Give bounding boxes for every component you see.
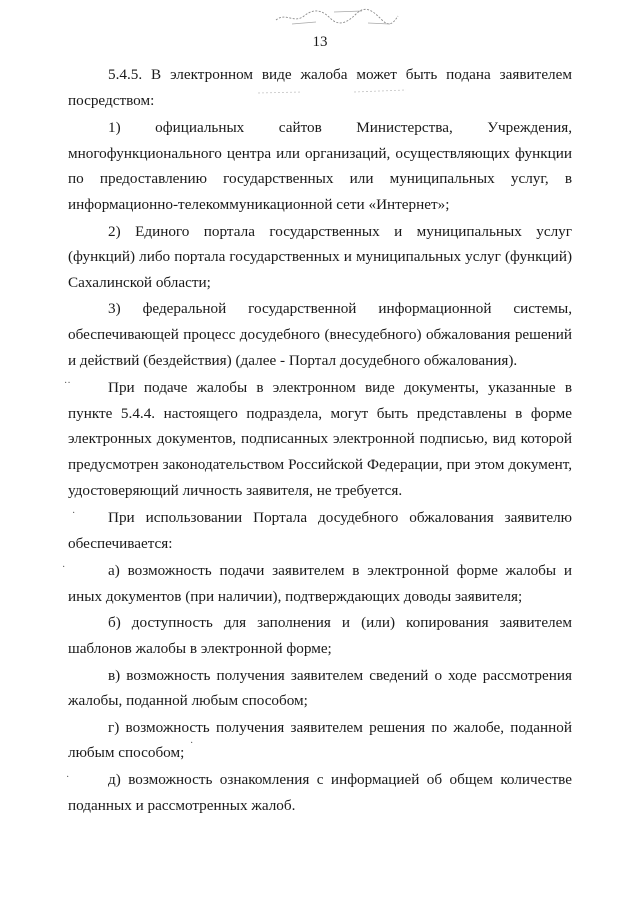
paragraph-portal-usage: При использовании Портала досудебного обжалования заявителю обеспечивается:: [68, 509, 572, 552]
list-item-2: 2) Единого портала государственных и муниципальных услуг (функций) либо портала государственных и муниципальных услуг (функций) Сахалинской области;: [68, 222, 572, 291]
scan-stamp-mark: [272, 6, 402, 28]
page-number: 13: [312, 34, 328, 50]
margin-speck: ··: [64, 378, 71, 389]
list-item-a: а) возможность подачи заявителем в электронной форме жалобы и иных документов (при наличии), подтверждающих доводы заявителя;: [68, 562, 572, 605]
margin-speck: ·: [72, 508, 76, 519]
paragraph-electronic-documents: При подаче жалобы в электронном виде документы, указанные в пункте 5.4.4. настоящего подраздела, могут быть представлены в форме электронных документов, подписанных электронной подписью, вид которой предусмотрен законодательством Российской Федерации, при этом документ, удостоверяющий личность заявителя, не требуется.: [68, 379, 572, 499]
list-item-c: в) возможность получения заявителем сведений о ходе рассмотрения жалобы, поданной любым способом;: [68, 666, 572, 710]
paragraph-5-4-5: 5.4.5. В электронном виде жалоба может быть подана заявителем посредством:: [68, 66, 572, 109]
document-body: [68, 62, 572, 818]
list-item-b: б) доступность для заполнения и (или) копирования заявителем шаблонов жалобы в электронной форме;: [68, 614, 572, 658]
list-item-e: д) возможность ознакомления с информацией об общем количестве поданных и рассмотренных жалоб.: [68, 771, 572, 814]
margin-speck: ·: [190, 738, 194, 749]
list-item-3: 3) федеральной государственной информационной системы, обеспечивающей процесс досудебного (внесудебного) обжалования решений и действий (бездействия) (далее - Портал досудебного обжалования).: [68, 300, 572, 369]
list-item-1: 1) официальных сайтов Министерства, Учреждения, многофункционального центра или организаций, осуществляющих функции по предоставлению государственных или муниципальных услуг, в информационно-телекоммуникационной сети «Интернет»;: [68, 119, 572, 213]
list-item-d: г) возможность получения заявителем решения по жалобе, поданной любым способом;: [68, 718, 572, 762]
margin-speck: ·: [62, 562, 66, 573]
margin-speck: ·: [66, 772, 70, 783]
